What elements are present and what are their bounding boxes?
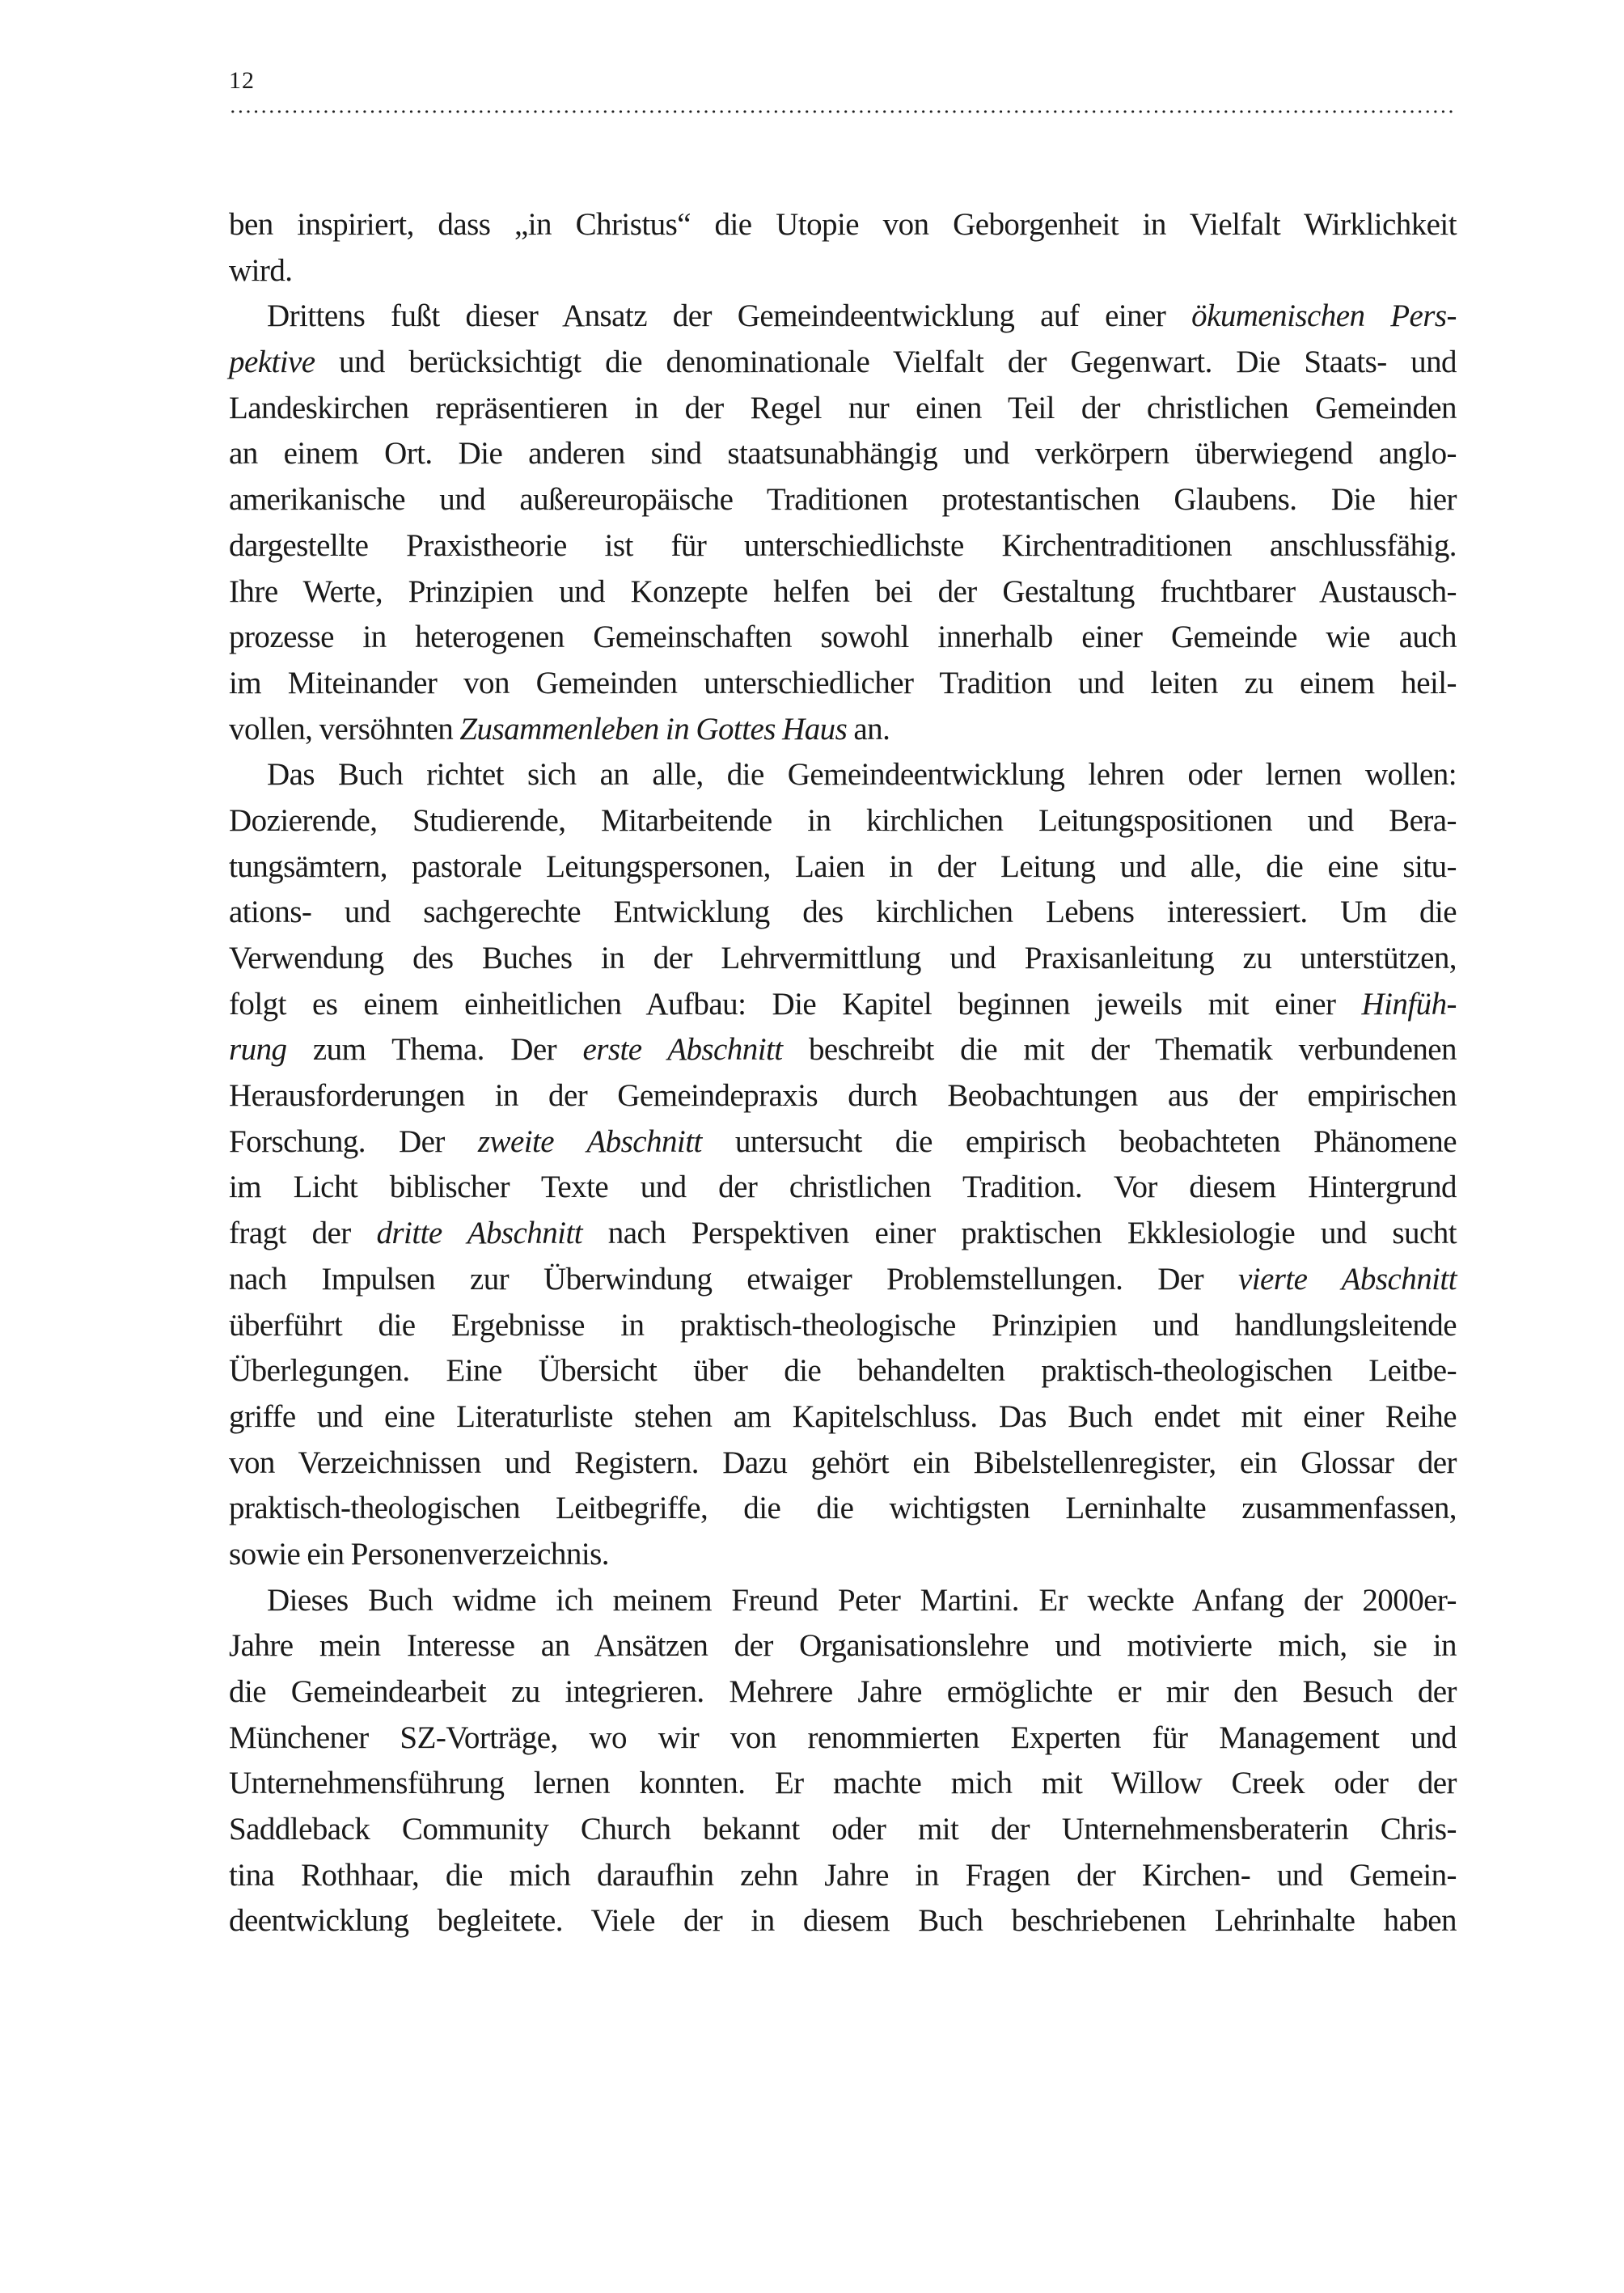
text-segment: griffe und eine Literaturliste stehen am Kapitelschluss. Das Buch endet mit einer Reihe xyxy=(229,1398,1457,1434)
text-line xyxy=(229,752,1457,798)
text-segment: Ihre Werte, Prinzipien und Konzepte helfen bei der Gestaltung fruchtbarer Austausch- xyxy=(229,573,1457,609)
text-segment: deentwicklung begleitete. Viele der in diesem Buch beschriebenen Lehrinhalte haben xyxy=(229,1903,1457,1939)
page-number: 12 xyxy=(229,67,255,94)
text-segment: Drittens fußt dieser Ansatz der Gemeindeentwicklung auf einer xyxy=(267,298,1192,334)
italic-text: rung xyxy=(229,1032,287,1068)
text-line xyxy=(229,1165,1457,1211)
text-segment: fragt der xyxy=(229,1216,377,1251)
text-segment: ben inspiriert, dass „in Christus“ die Utopie von Geborgenheit in Vielfalt Wirklichkeit xyxy=(229,207,1457,242)
text-segment: an. xyxy=(847,711,890,747)
text-line xyxy=(229,386,1457,432)
text-segment: Überlegungen. Eine Übersicht über die behandelten praktisch-theologischen Leitbe- xyxy=(229,1353,1457,1389)
text-line xyxy=(229,523,1457,569)
text-line xyxy=(229,477,1457,523)
text-line xyxy=(229,1303,1457,1349)
text-line xyxy=(229,294,1457,340)
text-segment: vollen, versöhnten xyxy=(229,711,460,747)
text-line xyxy=(229,890,1457,936)
text-line xyxy=(229,431,1457,477)
text-segment: Dieses Buch widme ich meinem Freund Peter Martini. Er weckte Anfang der 2000er- xyxy=(267,1582,1457,1618)
text-segment: wird. xyxy=(229,252,293,288)
text-line xyxy=(229,1073,1457,1119)
text-line xyxy=(229,1716,1457,1762)
text-line xyxy=(229,1669,1457,1716)
text-line xyxy=(229,936,1457,982)
text-line xyxy=(229,1486,1457,1532)
text-segment: Landeskirchen repräsentieren in der Regel nur einen Teil der christlichen Gemeinden xyxy=(229,390,1457,425)
italic-text: erste Abschnitt xyxy=(582,1032,783,1068)
text-segment: praktisch-theologischen Leitbegriffe, die die wichtigsten Lerninhalte zusammenfassen, xyxy=(229,1491,1457,1526)
italic-text: vierte Abschnitt xyxy=(1237,1261,1457,1297)
body-text xyxy=(229,202,1457,1944)
text-segment: Münchener SZ-Vorträge, wo wir von renommierten Experten für Management und xyxy=(229,1720,1457,1755)
text-line xyxy=(229,1807,1457,1853)
text-segment: im Licht biblischer Texte und der christlichen Tradition. Vor diesem Hintergrund xyxy=(229,1170,1457,1205)
text-line xyxy=(229,1898,1457,1944)
text-segment: Forschung. Der xyxy=(229,1123,478,1159)
text-segment: ations- und sachgerechte Entwicklung des kirchlichen Lebens interessiert. Um die xyxy=(229,895,1457,930)
text-segment: Saddleback Community Church bekannt oder mit der Unternehmensberaterin Chris- xyxy=(229,1812,1457,1847)
text-segment: zum Thema. Der xyxy=(286,1032,583,1068)
text-segment: Dozierende, Studierende, Mitarbeitende in kirchlichen Leitungspositionen und Bera- xyxy=(229,802,1457,838)
text-segment: an einem Ort. Die anderen sind staatsunabhängig und verkörpern überwiegend anglo- xyxy=(229,436,1457,472)
text-line xyxy=(229,1532,1457,1578)
text-line xyxy=(229,1441,1457,1487)
text-line xyxy=(229,248,1457,294)
text-segment: Herausforderungen in der Gemeindepraxis durch Beobachtungen aus der empirischen xyxy=(229,1078,1457,1114)
italic-text: zweite Abschnitt xyxy=(477,1123,702,1159)
italic-text: dritte Abschnitt xyxy=(376,1216,583,1251)
text-segment: folgt es einem einheitlichen Aufbau: Die Kapitel beginnen jeweils mit einer xyxy=(229,986,1362,1022)
italic-text: Zusammenleben in Gottes Haus xyxy=(459,711,848,747)
italic-text: ökumenischen Pers- xyxy=(1191,298,1457,334)
text-line xyxy=(229,1853,1457,1899)
text-line xyxy=(229,1211,1457,1257)
text-line xyxy=(229,1027,1457,1073)
text-segment: amerikanische und außereuropäische Traditionen protestantischen Glaubens. Die hier xyxy=(229,482,1457,518)
text-line xyxy=(229,1761,1457,1807)
header-dotted-rule xyxy=(229,110,1457,113)
text-line xyxy=(229,982,1457,1028)
text-line xyxy=(229,707,1457,753)
text-segment: Unternehmensführung lernen konnten. Er machte mich mit Willow Creek oder der xyxy=(229,1766,1457,1801)
text-line xyxy=(229,569,1457,616)
italic-text: Hinfüh- xyxy=(1361,986,1457,1022)
text-segment: beschreibt die mit der Thematik verbundenen xyxy=(782,1032,1457,1068)
text-segment: tina Rothhaar, die mich daraufhin zehn Jahre in Fragen der Kirchen- und Gemein- xyxy=(229,1857,1457,1893)
text-line xyxy=(229,1348,1457,1394)
text-segment: tungsämtern, pastorale Leitungspersonen, Laien in der Leitung und alle, die eine situ- xyxy=(229,848,1457,884)
italic-text: pektive xyxy=(229,345,315,380)
text-line xyxy=(229,202,1457,248)
text-segment: nach Perspektiven einer praktischen Ekklesiologie und sucht xyxy=(582,1216,1457,1251)
text-segment: nach Impulsen zur Überwindung etwaiger Problemstellungen. Der xyxy=(229,1261,1238,1297)
text-line xyxy=(229,661,1457,707)
text-line xyxy=(229,1623,1457,1669)
text-segment: Jahre mein Interesse an Ansätzen der Organisationslehre und motivierte mich, sie in xyxy=(229,1628,1457,1664)
text-line xyxy=(229,844,1457,891)
text-line xyxy=(229,1119,1457,1166)
text-segment: untersucht die empirisch beobachteten Phänomene xyxy=(701,1123,1457,1159)
text-line xyxy=(229,340,1457,386)
text-segment: überführt die Ergebnisse in praktisch-theologische Prinzipien und handlungsleitende xyxy=(229,1307,1457,1343)
text-segment: und berücksichtigt die denominationale Vielfalt der Gegenwart. Die Staats- und xyxy=(315,345,1457,380)
text-line xyxy=(229,1257,1457,1303)
text-segment: dargestellte Praxistheorie ist für unterschiedlichste Kirchentraditionen anschlussfähig. xyxy=(229,527,1457,563)
text-segment: im Miteinander von Gemeinden unterschiedlicher Tradition und leiten zu einem heil- xyxy=(229,665,1457,700)
text-segment: die Gemeindearbeit zu integrieren. Mehrere Jahre ermöglichte er mir den Besuch der xyxy=(229,1674,1457,1709)
text-line xyxy=(229,1578,1457,1624)
text-line xyxy=(229,798,1457,844)
text-segment: sowie ein Personenverzeichnis. xyxy=(229,1536,609,1572)
text-segment: Verwendung des Buches in der Lehrvermittlung und Praxisanleitung zu unterstützen, xyxy=(229,941,1457,975)
text-line xyxy=(229,1394,1457,1441)
text-segment: Das Buch richtet sich an alle, die Gemeindeentwicklung lehren oder lernen wollen: xyxy=(267,757,1457,793)
text-line xyxy=(229,615,1457,661)
text-segment: prozesse in heterogenen Gemeinschaften sowohl innerhalb einer Gemeinde wie auch xyxy=(229,620,1457,655)
text-segment: von Verzeichnissen und Registern. Dazu gehört ein Bibelstellenregister, ein Glossar der xyxy=(229,1445,1457,1480)
